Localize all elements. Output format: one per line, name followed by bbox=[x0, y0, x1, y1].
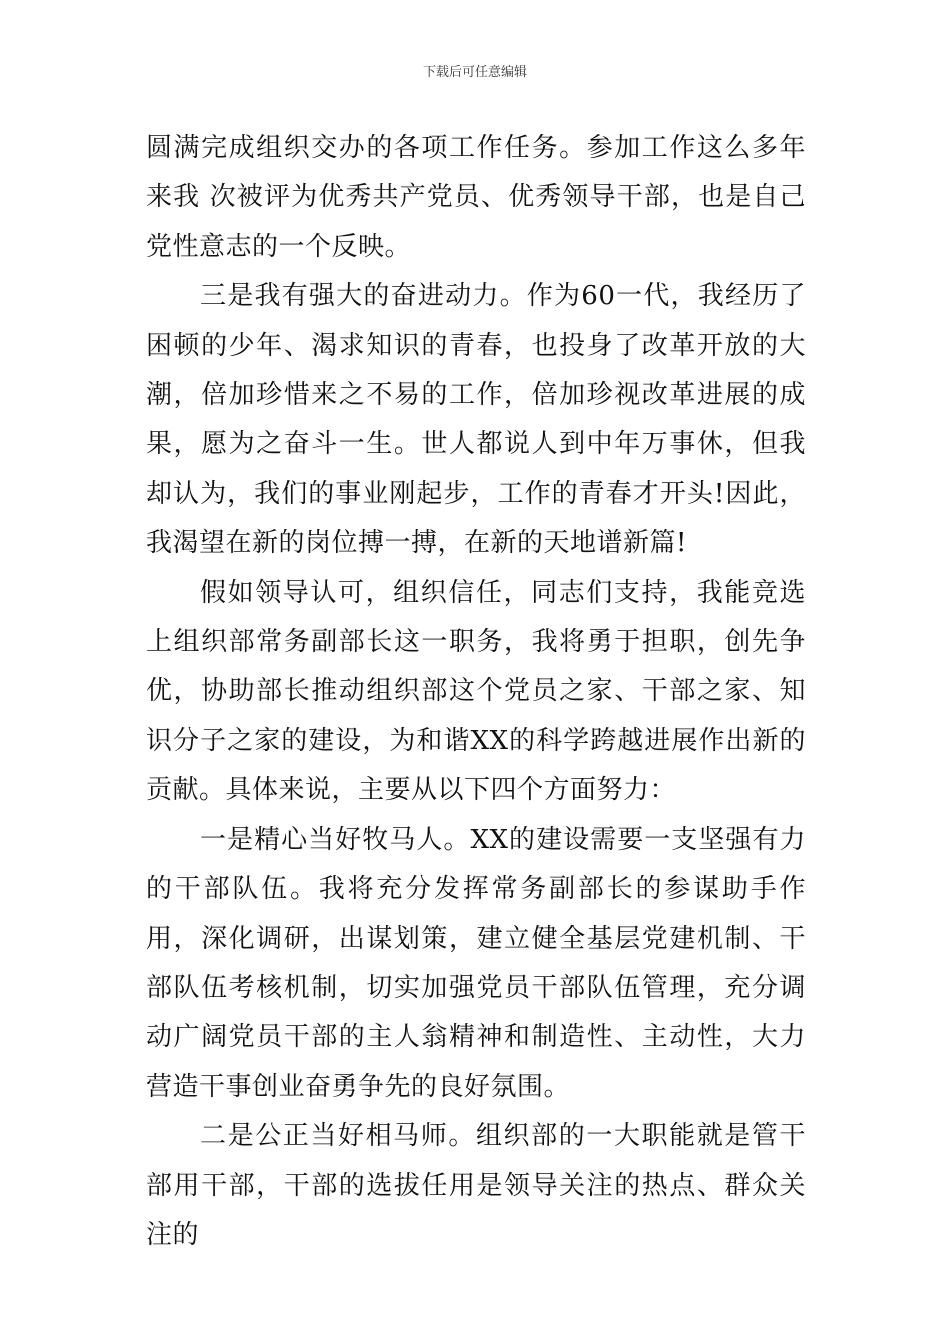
paragraph-3: 假如领导认可，组织信任，同志们支持，我能竞选上组织部常务副部长这一职务，我将勇于担职，创先争优，协助部长推动组织部这个党员之家、干部之家、知识分子之家的建设，为和谐XX的科学跨越进展作出新的贡献。具体来说，主要从以下四个方面努力： bbox=[146, 577, 806, 806]
paragraph-5: 二是公正当好相马师。组织部的一大职能就是管干部用干部，干部的选拔任用是领导关注的热点、群众关注的 bbox=[146, 1121, 806, 1250]
paragraph-1: 圆满完成组织交办的各项工作任务。参加工作这么多年来我 次被评为优秀共产党员、优秀领导干部，也是自己党性意志的一个反映。 bbox=[146, 133, 806, 262]
paragraph-2: 三是我有强大的奋进动力。作为60一代，我经历了困顿的少年、渴求知识的青春，也投身了改革开放的大潮，倍加珍惜来之不易的工作，倍加珍视改革进展的成果，愿为之奋斗一生。世人都说人到中年万事休，但我却认为，我们的事业刚起步，工作的青春才开头!因此，我渴望在新的岗位搏一搏，在新的天地谱新篇! bbox=[146, 281, 806, 559]
page-header: 下载后可任意编辑 bbox=[422, 65, 527, 80]
paragraph-4: 一是精心当好牧马人。XX的建设需要一支坚强有力的干部队伍。我将充分发挥常务副部长的参谋助手作用，深化调研，出谋划策，建立健全基层党建机制、干部队伍考核机制，切实加强党员干部队伍管理，充分调动广阔党员干部的主人翁精神和制造性、主动性，大力营造干事创业奋勇争先的良好氛围。 bbox=[146, 824, 806, 1102]
document-body bbox=[146, 124, 806, 1260]
